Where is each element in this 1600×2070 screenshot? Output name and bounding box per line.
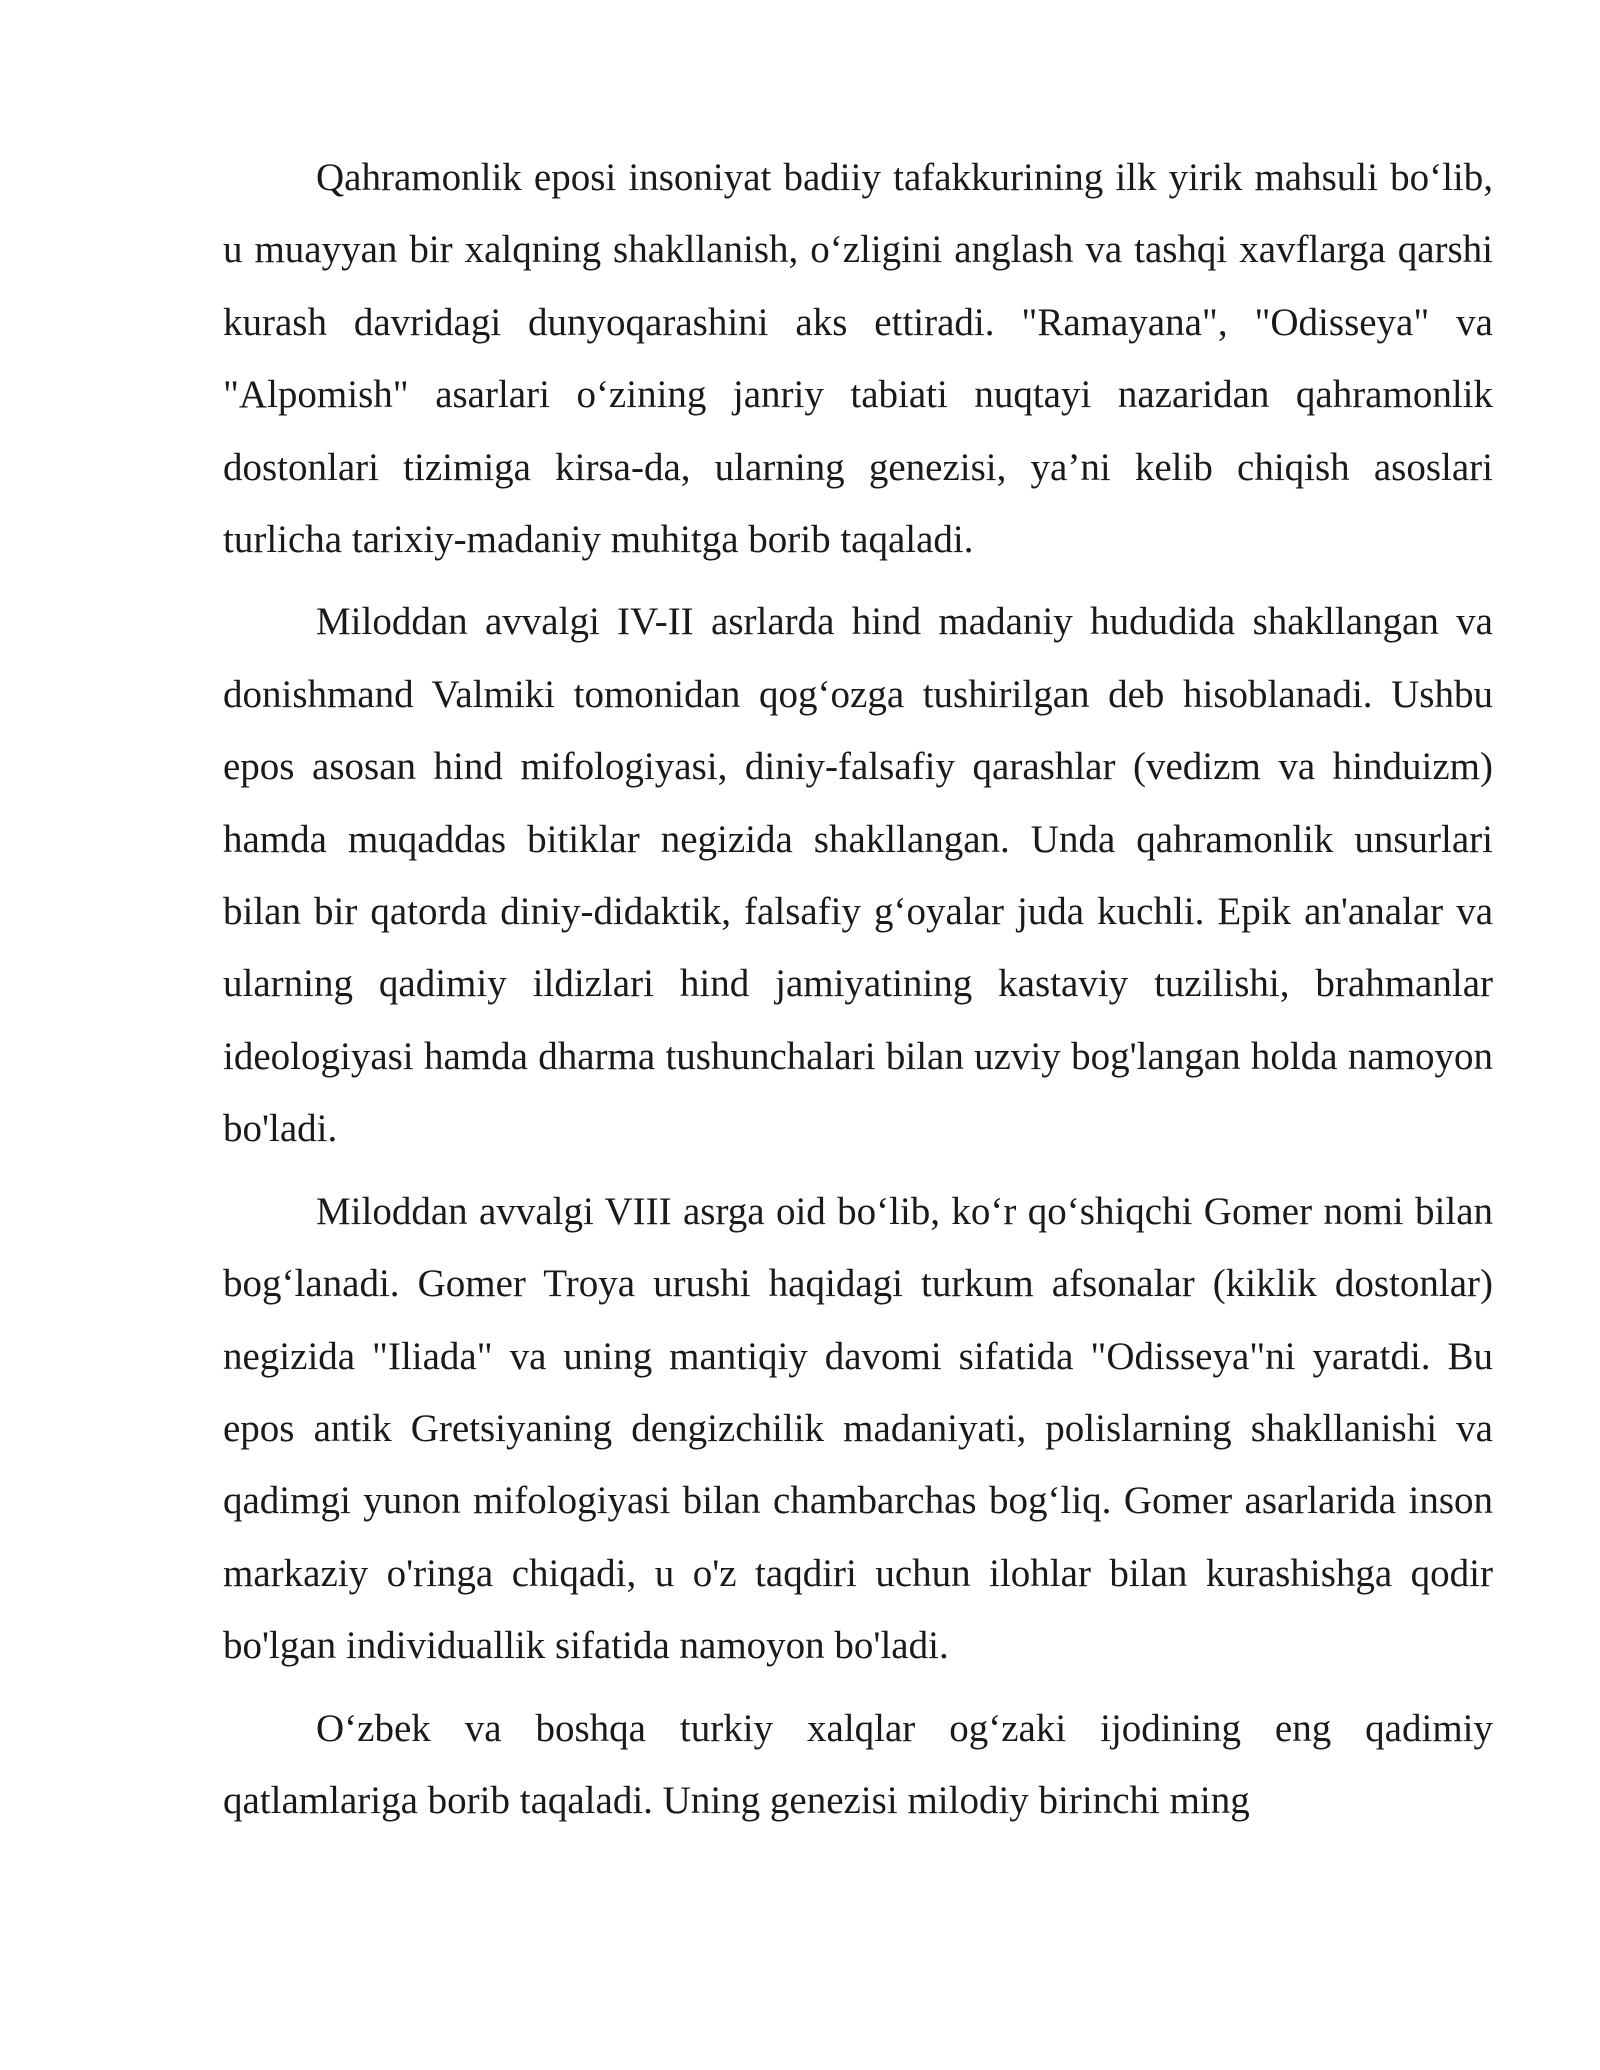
document-body — [223, 142, 1493, 1847]
paragraph-alpomish: O‘zbek va boshqa turkiy xalqlar og‘zaki ijodining eng qadimiy qatlamlariga borib taqaladi. Uning genezisi milodiy birinchi ming — [223, 1706, 1493, 1822]
paragraph-ramayana: Miloddan avvalgi IV-II asrlarda hind madaniy hududida shakllangan va donishmand Valmiki tomonidan qog‘ozga tushirilgan deb hisoblanadi. Ushbu epos asosan hind mifologiyasi, diniy-falsafiy qarashlar (vedizm va hinduizm) hamda muqaddas bitiklar negizida shakllangan. Unda qahramonlik unsurlari bilan bir qatorda diniy-didaktik, falsafiy g‘oyalar juda kuchli. Epik an'analar va ularning qadimiy ildizlari hind jamiyatining kastaviy tuzilishi, brahmanlar ideologiyasi hamda dharma tushunchalari bilan uzviy bog'langan holda namoyon bo'ladi. — [223, 600, 1493, 1151]
paragraph-odyssey: Miloddan avvalgi VIII asrga oid bo‘lib, ko‘r qo‘shiqchi Gomer nomi bilan bog‘lanadi. Gomer Troya urushi haqidagi turkum afsonalar (kiklik dostonlar) negizida "Iliada" va uning mantiqiy davomi sifatida "Odisseya"ni yaratdi. Bu epos antik Gretsiyaning dengizchilik madaniyati, polislarning shakllanishi va qadimgi yunon mifologiyasi bilan chambarchas bog‘liq. Gomer asarlarida inson markaziy o'ringa chiqadi, u o'z taqdiri uchun ilohlar bilan kurashishga qodir bo'lgan individuallik sifatida namoyon bo'ladi. — [223, 1189, 1493, 1668]
paragraph-heroic-epic-intro: Qahramonlik eposi insoniyat badiiy tafakkurining ilk yirik mahsuli bo‘lib, u muayyan bir xalqning shakllanish, o‘zligini anglash va tashqi xavflarga qarshi kurash davridagi dunyoqarashini aks ettiradi. "Ramayana", "Odisseya" va "Alpomish" asarlari o‘zining janriy tabiati nuqtayi nazaridan qahramonlik dostonlari tizimiga kirsa-da, ularning genezisi, ya’ni kelib chiqish asoslari turlicha tarixiy-madaniy muhitga borib taqaladi. — [223, 156, 1493, 562]
